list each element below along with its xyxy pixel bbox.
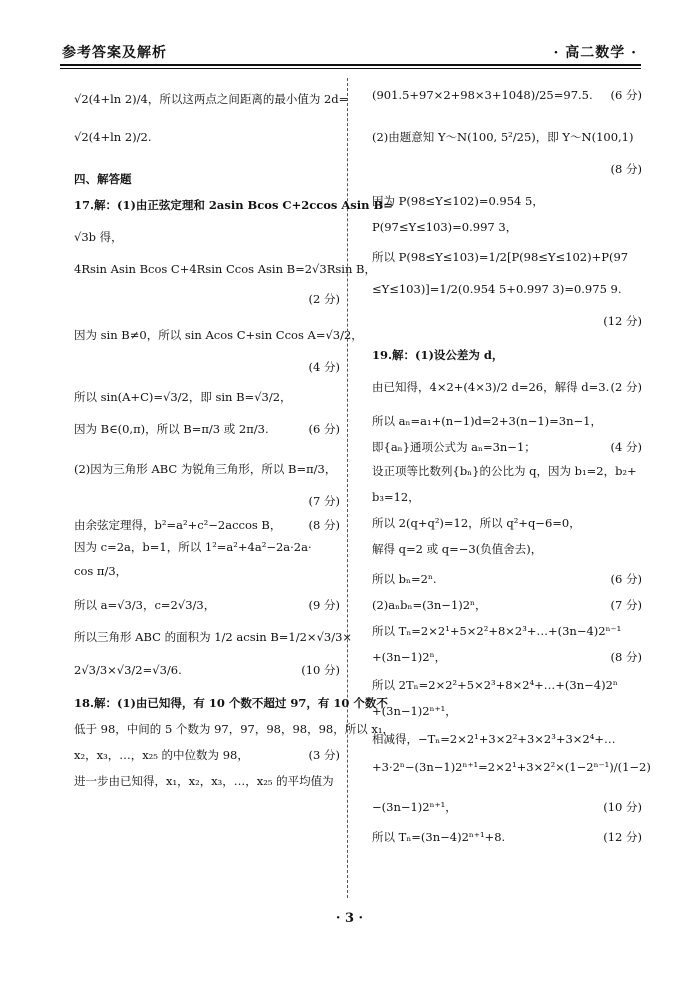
line-text: 4Rsin Asin Bcos C+4Rsin Ccos Asin B=2√3Rsin B， [74,262,376,276]
line-text: 所以 2(q+q²)=12，所以 q²+q−6=0， [372,516,581,530]
score-mark: (10 分) [301,663,340,677]
right-column-line [372,802,642,814]
right-column-line [372,652,642,664]
score-mark: (6 分) [308,422,340,436]
line-text: 18.解：(1)由已知得，有 10 个数不超过 97，有 10 个数不 [74,696,388,710]
left-column-line [74,566,340,578]
score-mark: (8 分) [610,162,642,176]
line-text: +(3n−1)2ⁿ， [372,650,447,664]
score-mark: (4 分) [610,440,642,454]
right-column-line [372,90,642,102]
right-column-line [372,544,642,556]
right-column-line [372,492,642,504]
left-column-line [74,464,340,476]
left-column-line [74,174,340,186]
right-column-line [372,680,642,692]
left-column-line [74,198,393,212]
line-text: (2)由题意知 Y～N(100, 5²/25)，即 Y～N(100,1) [372,130,634,144]
line-text: 进一步由已知得，x₁，x₂，x₃，…，x₂₅ 的平均值为 [74,774,334,788]
left-column-line [74,722,394,736]
line-text: x₂，x₃，…，x₂₅ 的中位数为 98， [74,748,249,762]
page-number: · 3 · [335,911,364,926]
line-text: √2(4+ln 2)/4，所以这两点之间距离的最小值为 2d= [74,92,349,106]
right-column-line [372,706,642,718]
right-column-line [372,350,642,362]
score-mark: (3 分) [308,748,340,762]
right-column-line [372,382,642,394]
score-mark: (9 分) [308,598,340,612]
right-column-line [372,518,642,530]
left-column-line [74,262,376,276]
line-text: 低于 98，中间的 5 个数为 97，97，98，98，98，所以 x₁， [74,722,394,736]
header-rule-thick [60,64,641,66]
line-text: 所以 Tₙ=2×2¹+5×2²+8×2³+…+(3n−4)2ⁿ⁻¹ [372,624,622,638]
score-mark: (4 分) [308,360,340,374]
header-rule-thin [60,68,641,69]
right-column-line [372,466,642,478]
line-text: 19.解：(1)设公差为 d， [372,348,504,362]
line-text: 所以三角形 ABC 的面积为 1/2 acsin B=1/2×√3/3× [74,630,353,644]
line-text: 2√3/3×√3/2=√3/6. [74,663,182,677]
line-text: √3b 得， [74,230,123,244]
score-mark: (12 分) [603,314,642,328]
left-column-line [74,696,388,710]
line-text: +(3n−1)2ⁿ⁺¹， [372,704,457,718]
line-text: √2(4+ln 2)/2. [74,130,152,144]
line-text: 所以 sin(A+C)=√3/2，即 sin B=√3/2， [74,390,292,404]
line-text: 17.解：(1)由正弦定理和 2asin Bcos C+2ccos Asin B= [74,198,393,212]
score-mark: (8 分) [610,650,642,664]
line-text: 由已知得，4×2+(4×3)/2 d=26，解得 d=3. [372,380,610,394]
line-text: 即{aₙ}通项公式为 aₙ=3n−1； [372,440,536,454]
left-column-line [74,542,340,554]
line-text: (901.5+97×2+98×3+1048)/25=97.5. [372,88,593,102]
left-column-line [74,92,349,106]
line-text: 所以 a=√3/3，c=2√3/3， [74,598,216,612]
right-column-line [372,734,642,746]
header-left-title: 参考答案及解析 [62,45,167,61]
score-mark: (12 分) [603,830,642,844]
right-column-line [372,132,642,144]
score-mark: (6 分) [610,88,642,102]
line-text: 因为 sin B≠0，所以 sin Acos C+sin Ccos A=√3/2， [74,328,363,342]
left-column-line [74,630,353,644]
header-right-title: · 高二数学 · [553,45,637,61]
line-text: 所以 bₙ=2ⁿ. [372,572,437,586]
line-text: 所以 Tₙ=(3n−4)2ⁿ⁺¹+8. [372,830,506,844]
line-text: 解得 q=2 或 q=−3(负值舍去)， [372,542,543,556]
line-text: 因为 B∈(0,π)，所以 B=π/3 或 2π/3. [74,422,269,436]
right-column-line [372,284,642,296]
line-text: 由余弦定理得，b²=a²+c²−2accos B， [74,518,282,532]
left-column-line [74,232,340,244]
line-text: 四、解答题 [74,172,132,186]
line-text: 所以 aₙ=a₁+(n−1)d=2+3(n−1)=3n−1， [372,414,602,428]
score-mark: (7 分) [308,494,340,508]
score-mark: (6 分) [610,572,642,586]
right-column-line [372,252,642,264]
left-column-line [74,665,340,677]
left-column-line [74,520,340,532]
left-column-line [74,328,363,342]
score-mark: (2 分) [308,292,340,306]
score-mark: (8 分) [308,518,340,532]
line-text: P(97≤Y≤103)=0.997 3， [372,220,518,234]
right-column-line [372,600,642,612]
left-column-line [74,776,340,788]
line-text: (2)aₙbₙ=(3n−1)2ⁿ， [372,598,487,612]
left-column-line [74,750,340,762]
right-column-line [372,626,642,638]
line-text: 所以 P(98≤Y≤103)=1/2[P(98≤Y≤102)+P(97 [372,250,629,264]
left-column-line [74,392,340,404]
line-text: 因为 P(98≤Y≤102)=0.954 5， [372,194,544,208]
line-text: 设正项等比数列{bₙ}的公比为 q，因为 b₁=2，b₂+ [372,464,637,478]
right-column-line [372,196,642,208]
left-column-line [74,132,340,144]
line-text: 相减得，−Tₙ=2×2¹+3×2²+3×2³+3×2⁴+… [372,732,616,746]
line-text: 因为 c=2a，b=1，所以 1²=a²+4a²−2a·2a· [74,540,312,554]
right-column-line [372,574,642,586]
right-column-line [372,416,642,428]
line-text: b₃=12， [372,490,420,504]
line-text: ≤Y≤103)]=1/2(0.954 5+0.997 3)=0.975 9. [372,282,622,296]
score-mark: (10 分) [603,800,642,814]
right-column-line [372,760,651,774]
score-mark: (2 分) [610,380,642,394]
line-text: 所以 2Tₙ=2×2²+5×2³+8×2⁴+…+(3n−4)2ⁿ [372,678,618,692]
line-text: −(3n−1)2ⁿ⁺¹， [372,800,457,814]
left-column-line [74,600,340,612]
line-text: (2)因为三角形 ABC 为锐角三角形，所以 B=π/3， [74,462,337,476]
line-text: +3·2ⁿ−(3n−1)2ⁿ⁺¹=2×2¹+3×2²×(1−2ⁿ⁻¹)/(1−2) [372,760,651,774]
line-text: cos π/3， [74,564,128,578]
right-column-line [372,832,642,844]
score-mark: (7 分) [610,598,642,612]
left-column-line [74,424,340,436]
right-column-line [372,222,642,234]
right-column-line [372,442,642,454]
